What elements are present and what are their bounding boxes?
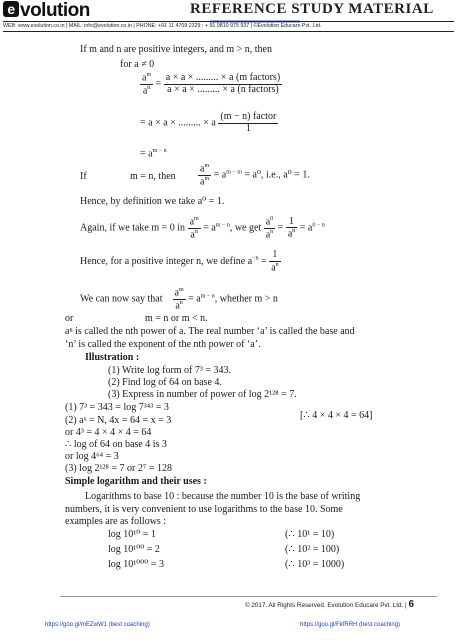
equation-ratio: $\frac{a^m}{a^n}$ = $\frac{\text{a × a × ......... × a (m factors)}}{\text{a × a × ......... × a (n factors)}}$ — [142, 72, 281, 97]
illustration-item-3: (3) Express in number of power of log 2¹²⁸ = 7. — [108, 389, 297, 400]
solution-note: [∴ 4 × 4 × 4 = 64] — [300, 410, 373, 421]
example-3-note: (∴ 10³ = 1000) — [285, 559, 345, 570]
equation-m-equals-n: $\frac{a^m}{a^m}$ = $a^{m - m} = a^0$, i.e., a⁰ = 1. — [200, 163, 310, 188]
example-1-note: (∴ 10¹ = 10) — [285, 529, 335, 540]
equation-factor: = a × a × ......... × a $\frac{\text{(m − n) factor}}{1}$ — [140, 111, 277, 134]
equation-m-zero: Again, if we take m = 0 in $\frac{a^m}{a^n}$ = $a^{m - n}$, we get $\frac{a^0}{a^n}$ = $\frac{1}{a^n}$ = $a^{0 - n}$ — [80, 215, 325, 241]
header-rule-top — [3, 21, 454, 22]
header-title: REFERENCE STUDY MATERIAL — [190, 1, 434, 17]
footer-rule — [60, 596, 437, 597]
fraction-m-minus-n: $\frac{\text{(m − n) factor}}{1}$ — [220, 111, 277, 134]
illustration-item-2: (2) Find log of 64 on base 4. — [108, 377, 222, 388]
header-rule-bottom — [3, 31, 454, 32]
solution-line-6: (3) log 2¹²⁸ = 7 or 2⁷ = 128 — [65, 463, 173, 474]
header-contact-line: WEB: www.evolution.co.in | MAIL: info@evolution.co.in | PHONE: +91 11 4709 2329 ; + 91 9810 975 937 | ©Evolution Educare Pvt. Ltd. — [3, 23, 322, 29]
paragraph-line-2: numbers, it is very convenient to use logarithms to the base 10. Some — [65, 504, 343, 515]
brand-logo — [3, 0, 90, 22]
text-line-condition: for a ≠ 0 — [120, 59, 155, 70]
example-3: log 10¹⁰⁰⁰ = 3 — [108, 559, 164, 570]
text-if: If — [80, 171, 87, 182]
equation-result: = $a^{m - n}$ — [140, 148, 167, 160]
text-or: or — [65, 313, 74, 324]
page-header — [0, 0, 457, 22]
solution-line-5: or log 4⁶⁴ = 3 — [65, 451, 119, 462]
logo-text: volution — [20, 0, 90, 21]
illustration-item-1: (1) Write log form of 7³ = 343. — [108, 365, 232, 376]
illustration-heading: Illustration : — [85, 352, 140, 363]
fraction-factors: $\frac{\text{a × a × ......... × a (m factors)}}{\text{a × a × ......... × a (n factors)}}$ — [165, 72, 281, 95]
example-1: log 10¹⁰ = 1 — [108, 529, 156, 540]
solution-line-3: or 4³ = 4 × 4 × 4 = 64 — [65, 427, 152, 438]
section-heading-simple-logarithm: Simple logarithm and their uses : — [65, 476, 207, 487]
footer-copyright: © 2017. All Rights Reserved. Evolution Educare Pvt. Ltd. | 6 — [245, 599, 414, 610]
logo-initial: e — [3, 1, 19, 17]
paragraph-line-1: Logarithms to base 10 : because the number 10 is the base of writing — [85, 491, 361, 502]
text-line-intro: If m and n are positive integers, and m > n, then — [80, 44, 272, 55]
equation-negative-exponent: Hence, for a positive integer n, we define $a^{-n}$ = $\frac{1}{a^n}$ — [80, 249, 279, 273]
page-number: 6 — [408, 599, 414, 610]
text-if-condition: m = n, then — [130, 171, 176, 182]
paragraph-line-3: examples are as follows : — [65, 516, 167, 527]
example-2: log 10¹⁰⁰ = 2 — [108, 544, 160, 555]
solution-line-4: ∴ log of 64 on base 4 is 3 — [65, 439, 167, 450]
link-left[interactable]: https://goo.gl/mEZwW1 (best coaching) — [45, 622, 150, 628]
example-2-note: (∴ 10² = 100) — [285, 544, 340, 555]
text-line-hence-definition: Hence, by definition we take a⁰ = 1. — [80, 196, 225, 207]
text-or-condition: m = n or m < n. — [145, 313, 208, 324]
solution-line-2: (2) aˣ = N, 4x = 64 = x = 3 — [65, 415, 172, 426]
text-definition-line-1: aⁿ is called the nth power of a. The real number ‘a’ is called the base and — [65, 326, 355, 337]
solution-line-1: (1) 7³ = 343 = log 7³⁴³ = 3 — [65, 402, 169, 413]
text-definition-line-2: ‘n’ is called the exponent of the nth power of ‘a’. — [65, 339, 261, 350]
equation-general: We can now say that $\frac{a^m}{a^n}$ = $a^{m - n}$, whether m > n — [80, 287, 278, 312]
link-right[interactable]: https://goo.gl/FkfRRH (best coaching) — [300, 622, 401, 628]
fraction-am-an: $\frac{a^m}{a^n}$ — [142, 72, 152, 97]
